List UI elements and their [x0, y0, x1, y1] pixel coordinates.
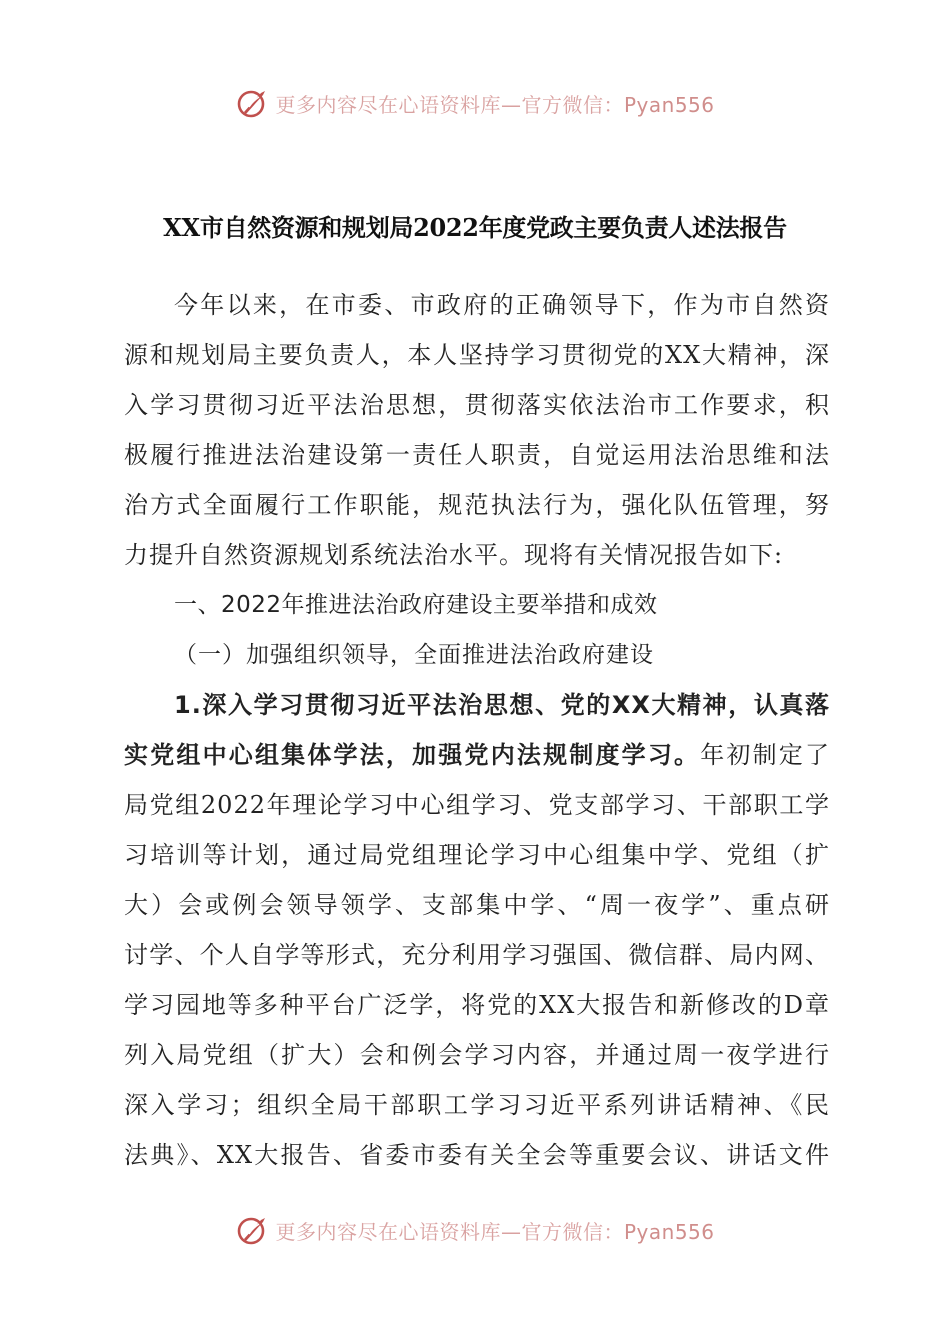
- document-body: [124, 280, 830, 1180]
- paragraph-line: 深入学习；组织全局干部职工学习习近平系列讲话精神、《民: [124, 1091, 830, 1119]
- paragraph-line: 讨学、个人自学等形式，充分利用学习强国、微信群、局内网、: [124, 941, 830, 969]
- paragraph-line: 源和规划局主要负责人，本人坚持学习贯彻党的XX大精神，深: [124, 341, 830, 369]
- wechat-id: Pyan556: [623, 92, 715, 117]
- paragraph-line: 习培训等计划，通过局党组理论学习中心组集中学、党组（扩: [124, 841, 830, 869]
- paragraph-line: 学习园地等多种平台广泛学，将党的XX大报告和新修改的D章: [124, 991, 830, 1019]
- watermark-text: 更多内容尽在心语资料库—官方微信：Pyan556: [275, 1219, 715, 1244]
- section-heading: 一、2022年推进法治政府建设主要举措和成效: [174, 592, 658, 618]
- paragraph-line: 力提升自然资源规划系统法治水平。现将有关情况报告如下:: [124, 541, 784, 569]
- paragraph-line: 治方式全面履行工作职能，规范执法行为，强化队伍管理，努: [124, 491, 830, 519]
- document-title: XX市自然资源和规划局2022年度党政主要负责人述法报告: [163, 213, 787, 242]
- paragraph-line: 局党组2022年理论学习中心组学习、党支部学习、干部职工学: [124, 791, 830, 819]
- watermark-banner-top: [0, 83, 950, 123]
- paragraph-line: 极履行推进法治建设第一责任人职责，自觉运用法治思维和法: [124, 441, 830, 469]
- pen-quill-logo-icon: [235, 85, 271, 121]
- paragraph-line: 大）会或例会领导领学、支部集中学、“周一夜学”、重点研: [124, 891, 830, 919]
- item-mixed-line: [124, 730, 830, 780]
- watermark-text: 更多内容尽在心语资料库—官方微信：Pyan556: [275, 92, 715, 117]
- paragraph-line: 法典》、XX大报告、省委市委有关全会等重要会议、讲话文件: [124, 1141, 830, 1169]
- paragraph-line: 今年以来，在市委、市政府的正确领导下，作为市自然资: [174, 291, 830, 319]
- wechat-id: Pyan556: [623, 1219, 715, 1244]
- item-bold-line: 1.深入学习贯彻习近平法治思想、党的XX大精神，认真落: [174, 691, 830, 719]
- paragraph-line: 列入局党组（扩大）会和例会学习内容，并通过周一夜学进行: [124, 1041, 830, 1069]
- subsection-heading: （一）加强组织领导，全面推进法治政府建设: [174, 642, 654, 668]
- watermark-banner-bottom: [0, 1210, 950, 1250]
- pen-quill-logo-icon: [235, 1212, 271, 1248]
- item-normal-text: 年初制定了: [700, 741, 831, 769]
- paragraph-line: 入学习贯彻习近平法治思想，贯彻落实依法治市工作要求，积: [124, 391, 830, 419]
- item-bold-text: 实党组中心组集体学法，加强党内法规制度学习。: [124, 741, 701, 769]
